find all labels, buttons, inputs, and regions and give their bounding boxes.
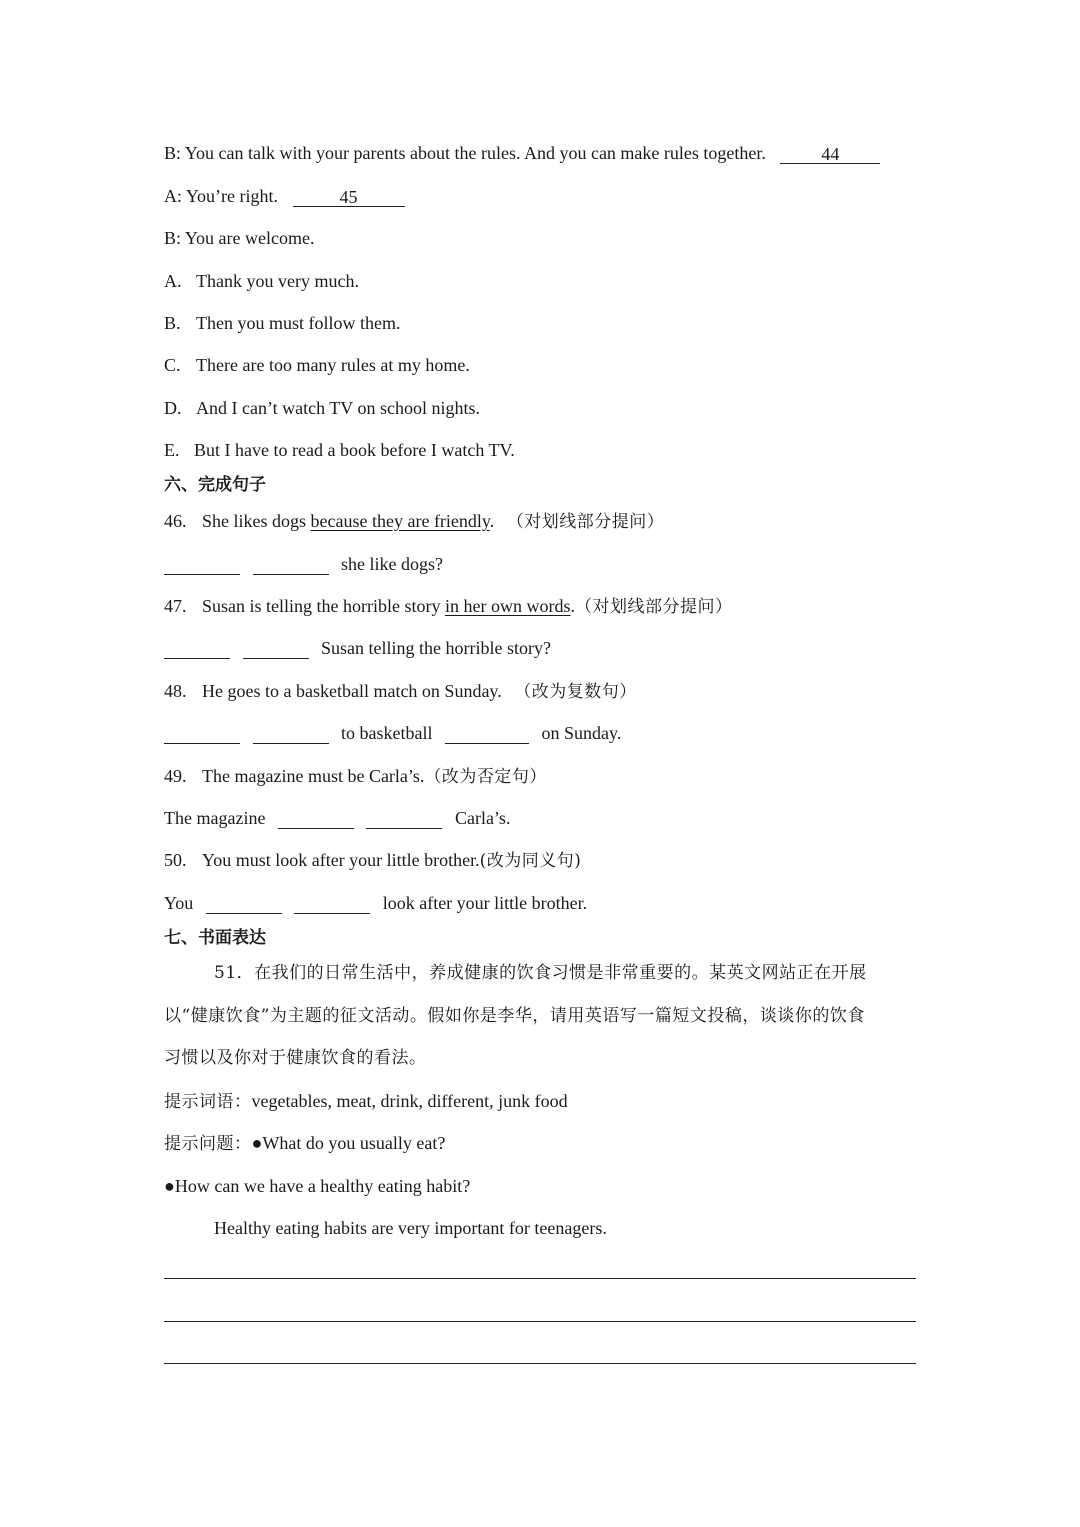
q49	[164, 765, 547, 787]
hint-questions-label: 提示问题：	[164, 1134, 252, 1154]
section7-prompt-line-1: 51．在我们的日常生活中，养成健康的饮食习惯是非常重要的。某英文网站正在开展	[214, 963, 867, 983]
q48	[164, 680, 637, 702]
dialogue-b-line	[164, 142, 884, 164]
option-letter: B.	[164, 313, 181, 333]
option-letter: D.	[164, 398, 182, 418]
q49-blank-2[interactable]	[366, 810, 442, 829]
q46-answer	[164, 553, 443, 575]
q50-num: 50.	[164, 850, 187, 870]
option-text: But I have to read a book before I watch TV.	[194, 440, 515, 460]
q47	[164, 595, 732, 617]
q50-head: You	[164, 893, 194, 913]
hint-questions	[164, 1132, 445, 1154]
q47-answer-tail: Susan telling the horrible story?	[321, 638, 551, 658]
q46-note: （对划线部分提问）	[506, 512, 665, 532]
q49-answer	[164, 807, 510, 829]
q49-note: （改为否定句）	[424, 767, 547, 787]
section7-prompt-line-2: 以“健康饮食”为主题的征文活动。假如你是李华，请用英语写一篇短文投稿，谈谈你的饮食	[164, 1006, 865, 1026]
q47-pre: Susan is telling the horrible story	[202, 596, 445, 616]
q47-answer	[164, 637, 551, 659]
q49-num: 49.	[164, 766, 187, 786]
option-letter: E.	[164, 440, 180, 460]
blank-44[interactable]: 44	[780, 145, 880, 164]
q46-num: 46.	[164, 511, 187, 531]
q48-mid: to basketball	[341, 723, 433, 743]
section7-prompt-line-3: 习惯以及你对于健康饮食的看法。	[164, 1048, 427, 1068]
section7-title: 七、书面表达	[164, 928, 266, 948]
option-text: Thank you very much.	[196, 271, 359, 291]
q50-tail: look after your little brother.	[382, 893, 588, 913]
q47-blank-1[interactable]	[164, 640, 230, 659]
q48-blank-2[interactable]	[253, 725, 329, 744]
writing-line-1[interactable]	[164, 1278, 916, 1279]
writing-line-3[interactable]	[164, 1363, 916, 1364]
q48-text: He goes to a basketball match on Sunday.	[202, 681, 502, 701]
q50-answer	[164, 892, 587, 914]
hint-words-text: vegetables, meat, drink, different, junk food	[251, 1091, 568, 1111]
option-b	[164, 312, 400, 334]
q48-answer	[164, 722, 621, 744]
q48-tail: on Sunday.	[541, 723, 622, 743]
q46-underlined: because they are friendly	[310, 511, 490, 531]
q50-text: You must look after your little brother.	[202, 850, 480, 870]
q49-head: The magazine	[164, 808, 266, 828]
blank-45[interactable]: 45	[293, 188, 405, 207]
q48-note: （改为复数句）	[514, 682, 637, 702]
option-d	[164, 397, 480, 419]
q47-underlined: in her own words	[444, 596, 571, 616]
hint-question-2: ●How can we have a healthy eating habit?	[164, 1176, 471, 1196]
q46-answer-tail: she like dogs?	[341, 554, 443, 574]
dialogue-a-text: A: You’re right.	[164, 186, 279, 206]
q48-blank-3[interactable]	[445, 725, 529, 744]
q46-pre: She likes dogs	[202, 511, 311, 531]
q49-tail: Carla’s.	[454, 808, 511, 828]
essay-opening: Healthy eating habits are very important for teenagers.	[214, 1218, 607, 1238]
section6-title: 六、完成句子	[164, 475, 266, 495]
q50-blank-2[interactable]	[294, 895, 370, 914]
dialogue-a-line	[164, 185, 409, 207]
q47-note: （对划线部分提问）	[574, 597, 733, 617]
option-text: There are too many rules at my home.	[196, 355, 470, 375]
option-letter: A.	[164, 271, 182, 291]
q48-num: 48.	[164, 681, 187, 701]
option-letter: C.	[164, 355, 181, 375]
hint-words-label: 提示词语：	[164, 1092, 252, 1112]
q49-text: The magazine must be Carla’s.	[202, 766, 425, 786]
q46-blank-2[interactable]	[253, 556, 329, 575]
q47-num: 47.	[164, 596, 187, 616]
q47-post: .	[570, 596, 575, 616]
hint-words	[164, 1090, 568, 1112]
q50	[164, 849, 581, 871]
q46-post: .	[489, 511, 495, 531]
q50-blank-1[interactable]	[206, 895, 282, 914]
option-text: Then you must follow them.	[196, 313, 401, 333]
q46	[164, 510, 664, 532]
dialogue-b-text: B: You can talk with your parents about the rules. And you can make rules together.	[164, 143, 766, 163]
q48-blank-1[interactable]	[164, 725, 240, 744]
q46-blank-1[interactable]	[164, 556, 240, 575]
q47-blank-2[interactable]	[243, 640, 309, 659]
option-text: And I can’t watch TV on school nights.	[196, 398, 480, 418]
q49-blank-1[interactable]	[278, 810, 354, 829]
option-a	[164, 270, 359, 292]
hint-question-1: ●What do you usually eat?	[251, 1133, 446, 1153]
q50-note: (改为同义句)	[479, 851, 582, 871]
option-e	[164, 439, 515, 461]
option-c	[164, 354, 470, 376]
dialogue-b-end: B: You are welcome.	[164, 228, 315, 248]
writing-line-2[interactable]	[164, 1321, 916, 1322]
